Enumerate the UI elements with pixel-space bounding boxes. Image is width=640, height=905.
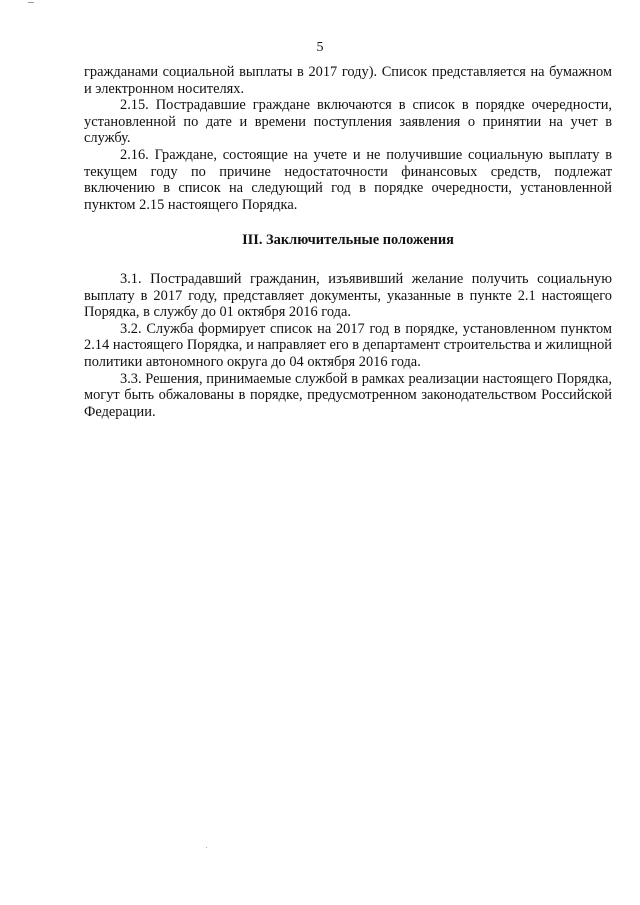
paragraph-3-3: 3.3. Решения, принимаемые службой в рамках реализации настоящего Порядка, могут быть обжалованы в порядке, предусмотренном законодательством Российской Федерации. [84, 370, 612, 420]
scan-artifact-dot [206, 847, 207, 848]
paragraph-3-2: 3.2. Служба формирует список на 2017 год в порядке, установленном пунктом 2.14 настоящего Порядка, и направляет его в департамент строительства и жилищной политики автономного округа до 04 октября 2016 года. [84, 320, 612, 370]
page-number: 5 [316, 40, 324, 55]
section-heading: III. Заключительные положения [242, 232, 454, 249]
document-body [84, 64, 612, 420]
scan-corner-mark [28, 2, 34, 3]
paragraph-2-15: 2.15. Пострадавшие граждане включаются в список в порядке очередности, установленной по дате и времени поступления заявления о принятии на учет в службу. [84, 97, 612, 147]
paragraph-continuation: гражданами социальной выплаты в 2017 году). Список представляется на бумажном и электронном носителях. [84, 64, 612, 97]
paragraph-2-16: 2.16. Граждане, состоящие на учете и не получившие социальную выплату в текущем году по причине недостаточности финансовых средств, подлежат включению в список на следующий год в порядке очередности, установленной пунктом 2.15 настоящего Порядка. [84, 146, 612, 213]
paragraph-3-1: 3.1. Пострадавший гражданин, изъявивший желание получить социальную выплату в 2017 году, представляет документы, указанные в пункте 2.1 настоящего Порядка, в службу до 01 октября 2016 года. [84, 270, 612, 321]
